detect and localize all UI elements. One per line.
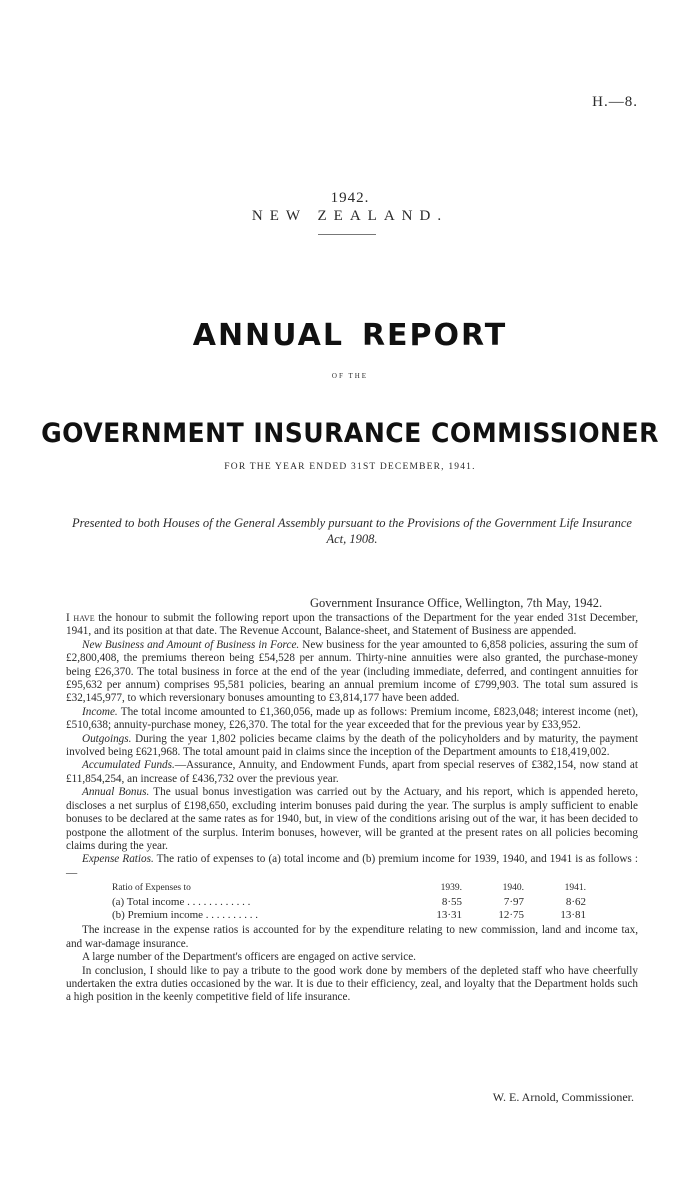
title-word-annual: ANNUAL — [192, 318, 344, 353]
intro-lead: I have — [66, 612, 95, 624]
table-row-label: (b) Premium income . . . . . . . . . . — [112, 908, 259, 921]
table-header-year: 1941. — [564, 883, 586, 894]
paragraph-funds: Accumulated Funds.—Assurance, Annuity, and Endowment Funds, apart from special reserves of £382,154, now stand at £11,854,254, an increase of £436,732 over the previous year. — [66, 759, 638, 785]
table-row — [112, 909, 638, 922]
paragraph-new-business: New Business and Amount of Business in Force. New business for the year amounted to 6,858 policies, assuring the sum of £2,800,408, the premiums thereon being £54,528 per annum. Thirty-nine annuities were also granted, the purchase-money being £26,370. The total business in force at the end of the year (including immediate, deferred, and contingent annuities for £95,632 per annum) comprises 95,581 policies, bearing an annual premium income of £799,903. The total sum assured is £32,145,977, to which reversionary bonuses amounting to £3,814,177 have been added. — [66, 638, 638, 705]
presented-note: Presented to both Houses of the General Assembly pursuant to the Provisions of the Government Life Insurance Act, 1908. — [72, 516, 632, 546]
table-cell: 13·31 — [436, 908, 462, 921]
office-dateline: Government Insurance Office, Wellington, 7th May, 1942. — [310, 596, 603, 610]
paragraph-intro: I have the honour to submit the following report upon the transactions of the Department for the year ended 31st December, 1941, and its position at that date. The Revenue Account, Balance-sheet, and Statement of Business are appended. — [66, 612, 638, 638]
paragraph-outgoings: Outgoings. During the year 1,802 policies became claims by the death of the policyholders and by maturity, the payment involved being £621,968. The total amount paid in claims since the inception of the Department amounts to £18,419,002. — [66, 732, 638, 759]
paragraph-income: Income. The total income amounted to £1,360,056, made up as follows: Premium income, £823,048; interest income (net), £510,638; annuity-purchase money, £26,370. The total for the year exceeded that for the previous year by £33,952. — [66, 705, 638, 732]
title-word-report: REPORT — [361, 318, 508, 353]
paragraph-increase: The increase in the expense ratios is accounted for by the expenditure relating to new commission, land and income tax, and war-damage insurance. — [66, 924, 638, 950]
signature-line: W. E. Arnold, Commissioner. — [492, 1090, 634, 1104]
heading-income: Income. — [82, 705, 118, 718]
table-header-year: 1939. — [440, 883, 462, 894]
table-row — [112, 896, 638, 909]
table-cell: 13·81 — [560, 908, 586, 921]
title-of-the: OF THE — [331, 372, 369, 380]
heading-funds: Accumulated Funds. — [82, 759, 175, 772]
table-cell: 8·62 — [565, 895, 586, 908]
heading-expense: Expense Ratios. — [82, 853, 154, 866]
table-cell: 8·55 — [441, 895, 462, 908]
paragraph-bonus: Annual Bonus. The usual bonus investigation was carried out by the Actuary, and his report, which is appended hereto, discloses a net surplus of £198,650, excluding interim bonuses paid during the year. The surplus is amply sufficient to enable bonuses to be declared at the same rates as for 1940, but, in view of the conditions arising out of the war, it has been decided to postpone the allotment of the surplus. Interim bonuses, however, will be granted at the present rates on all policies becoming claims during the year. — [66, 786, 639, 852]
expense-ratio-table — [112, 882, 638, 922]
report-subtitle: FOR THE YEAR ENDED 31ST DECEMBER, 1941. — [224, 462, 476, 472]
divider-rule — [318, 234, 376, 235]
table-header-label: Ratio of Expenses to — [112, 883, 191, 894]
report-title — [0, 318, 700, 353]
heading-new-business: New Business and Amount of Business in Force. — [82, 638, 300, 651]
commissioner-title: GOVERNMENT INSURANCE COMMISSIONER — [41, 418, 659, 449]
report-body — [66, 612, 638, 1005]
country-heading: NEW ZEALAND. — [251, 208, 449, 224]
heading-bonus: Annual Bonus. — [82, 786, 150, 799]
table-header-row — [112, 882, 638, 895]
table-row-label: (a) Total income . . . . . . . . . . . . — [112, 895, 251, 908]
document-year: 1942. — [330, 190, 370, 206]
document-reference: H.—8. — [592, 94, 638, 110]
heading-outgoings: Outgoings. — [82, 732, 132, 745]
table-cell: 7·97 — [503, 895, 524, 908]
paragraph-expense: Expense Ratios. The ratio of expenses to (a) total income and (b) premium income for 1939, 1940, and 1941 is as follows :— — [66, 853, 638, 879]
paragraph-conclusion: In conclusion, I should like to pay a tribute to the good work done by members of the depleted staff who have cheerfully undertaken the extra duties occasioned by the war. It is due to their efficiency, zeal, and loyalty that the Department holds such a high position in the keenly competitive field of life insurance. — [66, 964, 638, 1004]
table-cell: 12·75 — [498, 908, 524, 921]
table-header-year: 1940. — [502, 883, 524, 894]
paragraph-officers: A large number of the Department's officers are engaged on active service. — [82, 951, 416, 964]
